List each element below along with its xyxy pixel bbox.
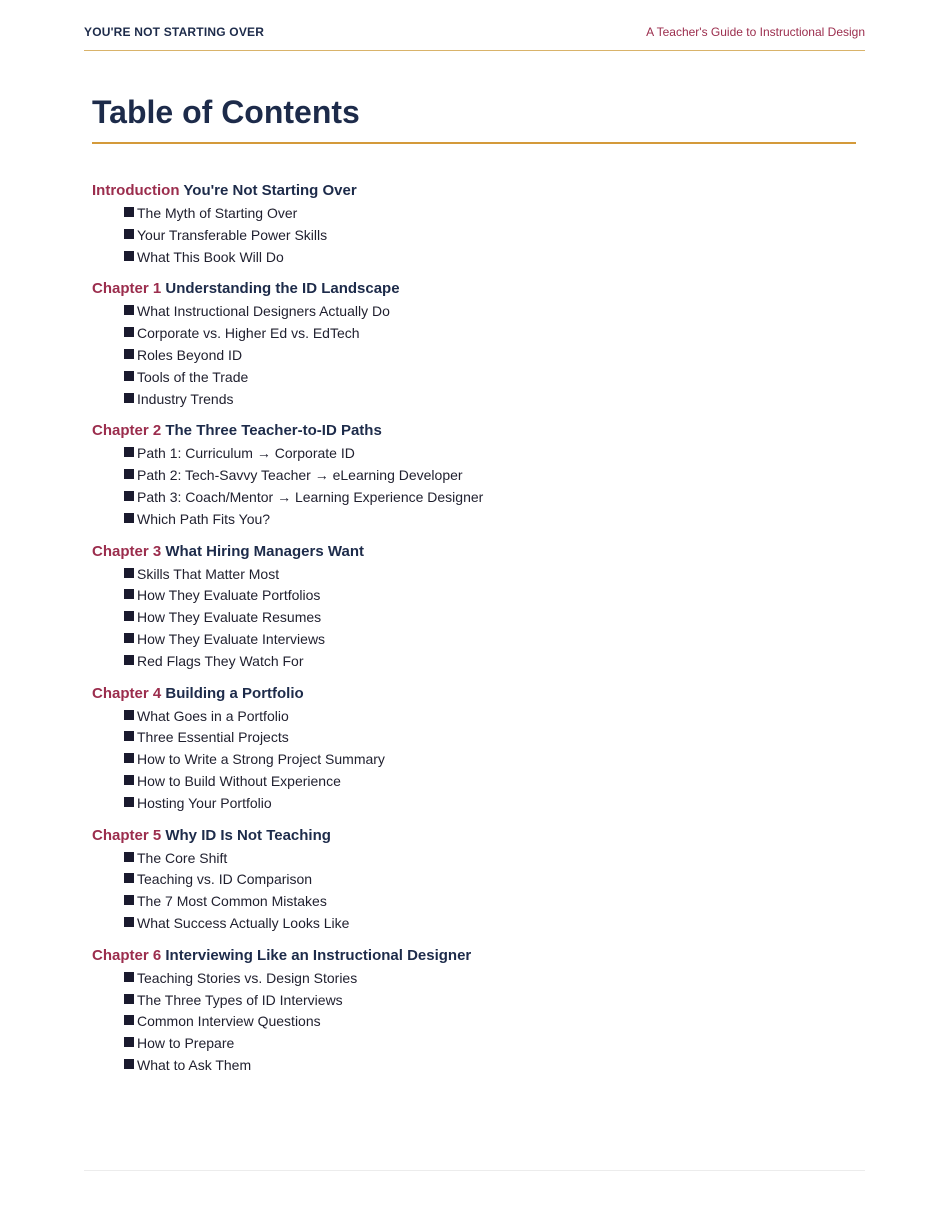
toc-section-item[interactable] (124, 389, 856, 411)
chapter-title: The Three Teacher-to-ID Paths (165, 422, 382, 440)
toc-chapter (92, 945, 856, 1077)
toc-section-item[interactable] (124, 345, 856, 367)
section-list (92, 848, 856, 935)
section-label: Industry Trends (137, 390, 234, 407)
section-label: What Goes in a Portfolio (137, 707, 289, 724)
chapter-title: You're Not Starting Over (183, 182, 357, 199)
chapter-number: Chapter 3 (92, 542, 162, 560)
square-bullet-icon (124, 917, 134, 927)
toc-section-item[interactable] (124, 443, 856, 465)
toc-section-item[interactable] (124, 968, 856, 990)
chapter-title: Interviewing Like an Instructional Designer (165, 946, 472, 964)
section-label: Common Interview Questions (137, 1013, 321, 1030)
section-label: How to Prepare (137, 1035, 235, 1052)
chapter-number: Introduction (92, 182, 180, 199)
toc-section-item[interactable] (124, 607, 856, 629)
toc-section-item[interactable] (124, 629, 856, 651)
square-bullet-icon (124, 895, 134, 905)
toc-section-item[interactable] (124, 727, 856, 749)
toc-section-item[interactable] (124, 749, 856, 771)
toc-section-item[interactable] (124, 706, 856, 728)
square-bullet-icon (124, 994, 134, 1004)
toc-section-item[interactable] (124, 651, 856, 673)
section-label: Skills That Matter Most (137, 565, 280, 582)
square-bullet-icon (124, 491, 134, 501)
section-label: Tools of the Trade (137, 368, 249, 385)
section-label: Path 2: Tech-Savvy Teacher → eLearning Developer (137, 467, 463, 484)
chapter-title: What Hiring Managers Want (165, 542, 364, 560)
toc-section-item[interactable] (124, 869, 856, 891)
chapter-heading[interactable] (92, 945, 856, 966)
chapter-title: Understanding the ID Landscape (165, 280, 400, 298)
header-subtitle: A Teacher's Guide to Instructional Design (646, 25, 865, 39)
square-bullet-icon (124, 568, 134, 578)
chapter-heading[interactable] (92, 420, 856, 441)
page-title: Table of Contents (92, 94, 360, 130)
section-label: Which Path Fits You? (137, 510, 271, 527)
section-label: How They Evaluate Portfolios (137, 587, 321, 604)
toc-section-item[interactable] (124, 203, 856, 225)
chapter-number: Chapter 5 (92, 826, 162, 844)
square-bullet-icon (124, 1037, 134, 1047)
section-label: Path 3: Coach/Mentor → Learning Experience Designer (137, 488, 484, 505)
chapter-number: Chapter 1 (92, 280, 162, 298)
section-list (92, 564, 856, 673)
chapter-number: Chapter 4 (92, 684, 162, 702)
section-list (92, 443, 856, 530)
section-label: The Three Types of ID Interviews (137, 991, 343, 1008)
toc-section-item[interactable] (124, 487, 856, 509)
chapter-number: Chapter 2 (92, 422, 162, 440)
chapter-heading[interactable] (92, 180, 856, 201)
section-label: Three Essential Projects (137, 729, 289, 746)
toc-section-item[interactable] (124, 891, 856, 913)
section-label: Roles Beyond ID (137, 346, 243, 363)
section-label: Teaching vs. ID Comparison (137, 871, 313, 888)
chapter-heading[interactable] (92, 541, 856, 562)
square-bullet-icon (124, 633, 134, 643)
square-bullet-icon (124, 393, 134, 403)
toc-chapter (92, 541, 856, 673)
square-bullet-icon (124, 349, 134, 359)
square-bullet-icon (124, 731, 134, 741)
section-label: The Core Shift (137, 849, 228, 866)
square-bullet-icon (124, 1015, 134, 1025)
section-label: Red Flags They Watch For (137, 652, 304, 669)
section-list (92, 203, 856, 268)
square-bullet-icon (124, 513, 134, 523)
running-header (84, 24, 865, 51)
square-bullet-icon (124, 589, 134, 599)
toc-section-item[interactable] (124, 465, 856, 487)
section-label: What to Ask Them (137, 1056, 252, 1073)
toc-section-item[interactable] (124, 323, 856, 345)
toc-chapter (92, 278, 856, 410)
section-label: The Myth of Starting Over (137, 205, 298, 221)
square-bullet-icon (124, 797, 134, 807)
toc-chapter (92, 420, 856, 530)
square-bullet-icon (124, 1059, 134, 1069)
chapter-title: Why ID Is Not Teaching (165, 826, 331, 844)
square-bullet-icon (124, 305, 134, 315)
square-bullet-icon (124, 611, 134, 621)
toc-section-item[interactable] (124, 247, 856, 269)
square-bullet-icon (124, 710, 134, 720)
section-label: The 7 Most Common Mistakes (137, 893, 327, 910)
header-book-title: YOU'RE NOT STARTING OVER (84, 25, 265, 39)
section-label: Corporate vs. Higher Ed vs. EdTech (137, 325, 360, 342)
toc-section-item[interactable] (124, 301, 856, 323)
section-list (92, 301, 856, 410)
table-of-contents (92, 180, 856, 1087)
chapter-title: Building a Portfolio (165, 684, 304, 702)
square-bullet-icon (124, 229, 134, 239)
toc-section-item[interactable] (124, 585, 856, 607)
square-bullet-icon (124, 251, 134, 261)
title-divider (92, 142, 856, 144)
toc-section-item[interactable] (124, 1033, 856, 1055)
square-bullet-icon (124, 447, 134, 457)
section-list (92, 706, 856, 815)
chapter-heading[interactable] (92, 825, 856, 846)
chapter-heading[interactable] (92, 683, 856, 704)
toc-chapter (92, 683, 856, 815)
section-label: Path 1: Curriculum → Corporate ID (137, 445, 355, 462)
square-bullet-icon (124, 753, 134, 763)
section-list (92, 968, 856, 1077)
section-label: How They Evaluate Resumes (137, 609, 322, 626)
chapter-heading[interactable] (92, 278, 856, 299)
square-bullet-icon (124, 469, 134, 479)
footer-divider (84, 1170, 865, 1171)
section-label: Teaching Stories vs. Design Stories (137, 969, 358, 986)
toc-section-item[interactable] (124, 225, 856, 247)
toc-section-item[interactable] (124, 367, 856, 389)
toc-section-item[interactable] (124, 848, 856, 870)
toc-section-item[interactable] (124, 771, 856, 793)
section-label: How to Build Without Experience (137, 772, 341, 789)
section-label: How They Evaluate Interviews (137, 630, 326, 647)
section-label: What This Book Will Do (137, 248, 284, 265)
square-bullet-icon (124, 655, 134, 665)
section-label: What Success Actually Looks Like (137, 914, 350, 931)
section-label: Your Transferable Power Skills (137, 226, 328, 243)
toc-chapter (92, 180, 856, 268)
chapter-number: Chapter 6 (92, 946, 162, 964)
toc-section-item[interactable] (124, 509, 856, 531)
section-label: What Instructional Designers Actually Do (137, 303, 390, 320)
toc-section-item[interactable] (124, 1055, 856, 1077)
square-bullet-icon (124, 371, 134, 381)
square-bullet-icon (124, 327, 134, 337)
toc-chapter (92, 825, 856, 935)
toc-section-item[interactable] (124, 913, 856, 935)
toc-section-item[interactable] (124, 564, 856, 586)
toc-section-item[interactable] (124, 793, 856, 815)
square-bullet-icon (124, 775, 134, 785)
square-bullet-icon (124, 207, 134, 217)
toc-section-item[interactable] (124, 990, 856, 1012)
square-bullet-icon (124, 972, 134, 982)
section-label: Hosting Your Portfolio (137, 794, 272, 811)
square-bullet-icon (124, 873, 134, 883)
section-label: How to Write a Strong Project Summary (137, 751, 385, 768)
toc-section-item[interactable] (124, 1011, 856, 1033)
square-bullet-icon (124, 852, 134, 862)
